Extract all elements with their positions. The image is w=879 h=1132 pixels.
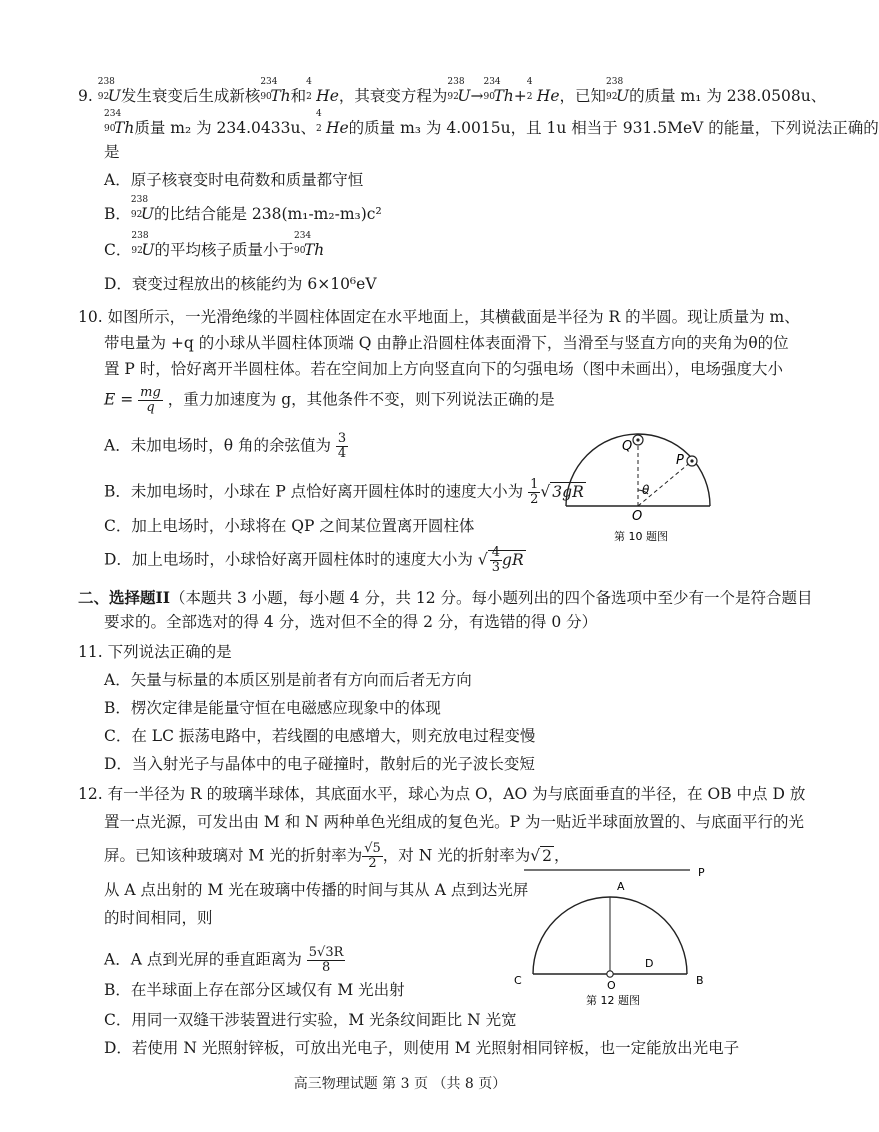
q11-option-d: D．当入射光子与晶体中的电子碰撞时，散射后的光子波长变短 xyxy=(104,755,535,773)
ball-at-p-center xyxy=(690,459,693,462)
q9-line-1: 9. 238 92 U发生衰变后生成新核 234 90 Th和 4 2 He，其衰变方程为 238 92 U→ 234 90 Th+ 4 2 He，已知 238 92 U的质量 m₁ 为 238.0508u、 xyxy=(78,77,827,105)
q10-option-d: D．加上电场时，小球恰好离开圆柱体时的速度大小为 √ $\frac{4}{3}$ gR xyxy=(104,545,524,575)
figure-12-caption: 第 12 题图 xyxy=(586,994,640,1007)
q9-option-d: D．衰变过程放出的核能约为 6×10⁶eV xyxy=(104,275,377,293)
label-d: D xyxy=(645,957,654,970)
point-o xyxy=(607,971,613,977)
label-o: O xyxy=(607,979,616,992)
q12-option-d: D．若使用 N 光照射锌板，可放出光电子，则使用 M 光照射相同锌板，也一定能放出光电子 xyxy=(104,1039,740,1057)
q9-line-3: 是 xyxy=(104,143,120,161)
q12-option-a: A．A 点到光屏的垂直距离为 $\frac{5√3R}{8}$ xyxy=(104,945,344,975)
q10-line-1: 10. 如图所示，一光滑绝缘的半圆柱体固定在水平地面上，其横截面是半径为 R 的半圆。现让质量为 m、 xyxy=(78,308,800,326)
q11-stem: 11. 下列说法正确的是 xyxy=(78,643,232,661)
q10-option-c: C．加上电场时，小球将在 QP 之间某位置离开圆柱体 xyxy=(104,517,475,535)
section-2-header: 二、选择题II（本题共 3 小题，每小题 4 分，共 12 分。每小题列出的四个备选项中至少有一个是符合题目 xyxy=(78,588,813,607)
label-q: Q xyxy=(622,439,633,454)
q9-line-2: 234 90 Th质量 m₂ 为 234.0433u、 4 2 He的质量 m₃ 为 4.0015u，且 1u 相当于 931.5MeV 的能量，下列说法正确的 xyxy=(104,109,879,137)
q11-option-a: A．矢量与标量的本质区别是前者有方向而后者无方向 xyxy=(104,671,472,689)
label-o: O xyxy=(632,509,643,524)
label-b: B xyxy=(696,974,704,987)
q9-option-c: C． 238 92 U的平均核子质量小于 234 90 Th xyxy=(104,231,325,259)
q10-line-4: E = $\frac{mg}{q}$ ，重力加速度为 g，其他条件不变，则下列说法正确的是 xyxy=(104,385,555,415)
q10-option-a: A．未加电场时，θ 角的余弦值为 $\frac{3}{4}$ xyxy=(104,431,347,461)
q11-option-c: C．在 LC 振荡电路中，若线圈的电感增大，则充放电过程变慢 xyxy=(104,727,536,745)
figure-10-caption: 第 10 题图 xyxy=(614,530,668,543)
section-2-title: 二、选择题II xyxy=(78,588,171,607)
figure-10 xyxy=(558,418,718,548)
q12-option-c: C．用同一双缝干涉装置进行实验，M 光条纹间距比 N 光宽 xyxy=(104,1011,517,1029)
label-p: P xyxy=(676,453,684,468)
page-footer: 高三物理试题 第 3 页 （共 8 页） xyxy=(293,1076,507,1092)
q9-option-b: B． 238 92 U的比结合能是 238(m₁-m₂-m₃)c² xyxy=(104,195,382,223)
ball-at-q-center xyxy=(636,438,639,441)
q12-line-1: 12. 有一半径为 R 的玻璃半球体，其底面水平，球心为点 O，AO 为与底面垂直的半径，在 OB 中点 D 放 xyxy=(78,785,806,803)
label-c: C xyxy=(514,974,522,987)
label-theta: θ xyxy=(642,483,650,497)
label-a: A xyxy=(617,880,625,893)
section-2-desc: 要求的。全部选对的得 4 分，选对但不全的得 2 分，有选错的得 0 分） xyxy=(104,613,598,631)
q11-option-b: B．楞次定律是能量守恒在电磁感应现象中的体现 xyxy=(104,699,441,717)
e-fraction: $\frac{mg}{q}$ xyxy=(140,385,161,415)
q10-line-3: 置 P 时，恰好离开半圆柱体。若在空间加上方向竖直向下的匀强电场（图中未画出），电场强度大小 xyxy=(104,360,784,378)
figure-12 xyxy=(506,862,720,1012)
q10-option-b: B．未加电场时，小球在 P 点恰好离开圆柱体时的速度大小为 $\frac{1}{2}$ √ 3gR xyxy=(104,477,584,507)
q9-option-a: A．原子核衰变时电荷数和质量都守恒 xyxy=(104,171,364,189)
q10-line-2: 带电量为 +q 的小球从半圆柱体顶端 Q 由静止沿圆柱体表面滑下，当滑至与竖直方向的夹角为θ的位 xyxy=(104,334,789,352)
q12-line-3: 屏。已知该种玻璃对 M 光的折射率为 $\frac{√5}{2}$ ，对 N 光的折射率为√ 2 ， xyxy=(104,841,570,871)
label-p: P xyxy=(698,866,705,879)
q12-option-b: B．在半球面上存在部分区域仅有 M 光出射 xyxy=(104,981,405,999)
q12-line-2: 置一点光源，可发出由 M 和 N 两种单色光组成的复色光。P 为一贴近半球面放置的、与底面平行的光 xyxy=(104,813,805,831)
q12-line-4: 从 A 点出射的 M 光在玻璃中传播的时间与其从 A 点到达光屏 xyxy=(104,881,529,899)
q12-line-5: 的时间相同，则 xyxy=(104,909,213,927)
